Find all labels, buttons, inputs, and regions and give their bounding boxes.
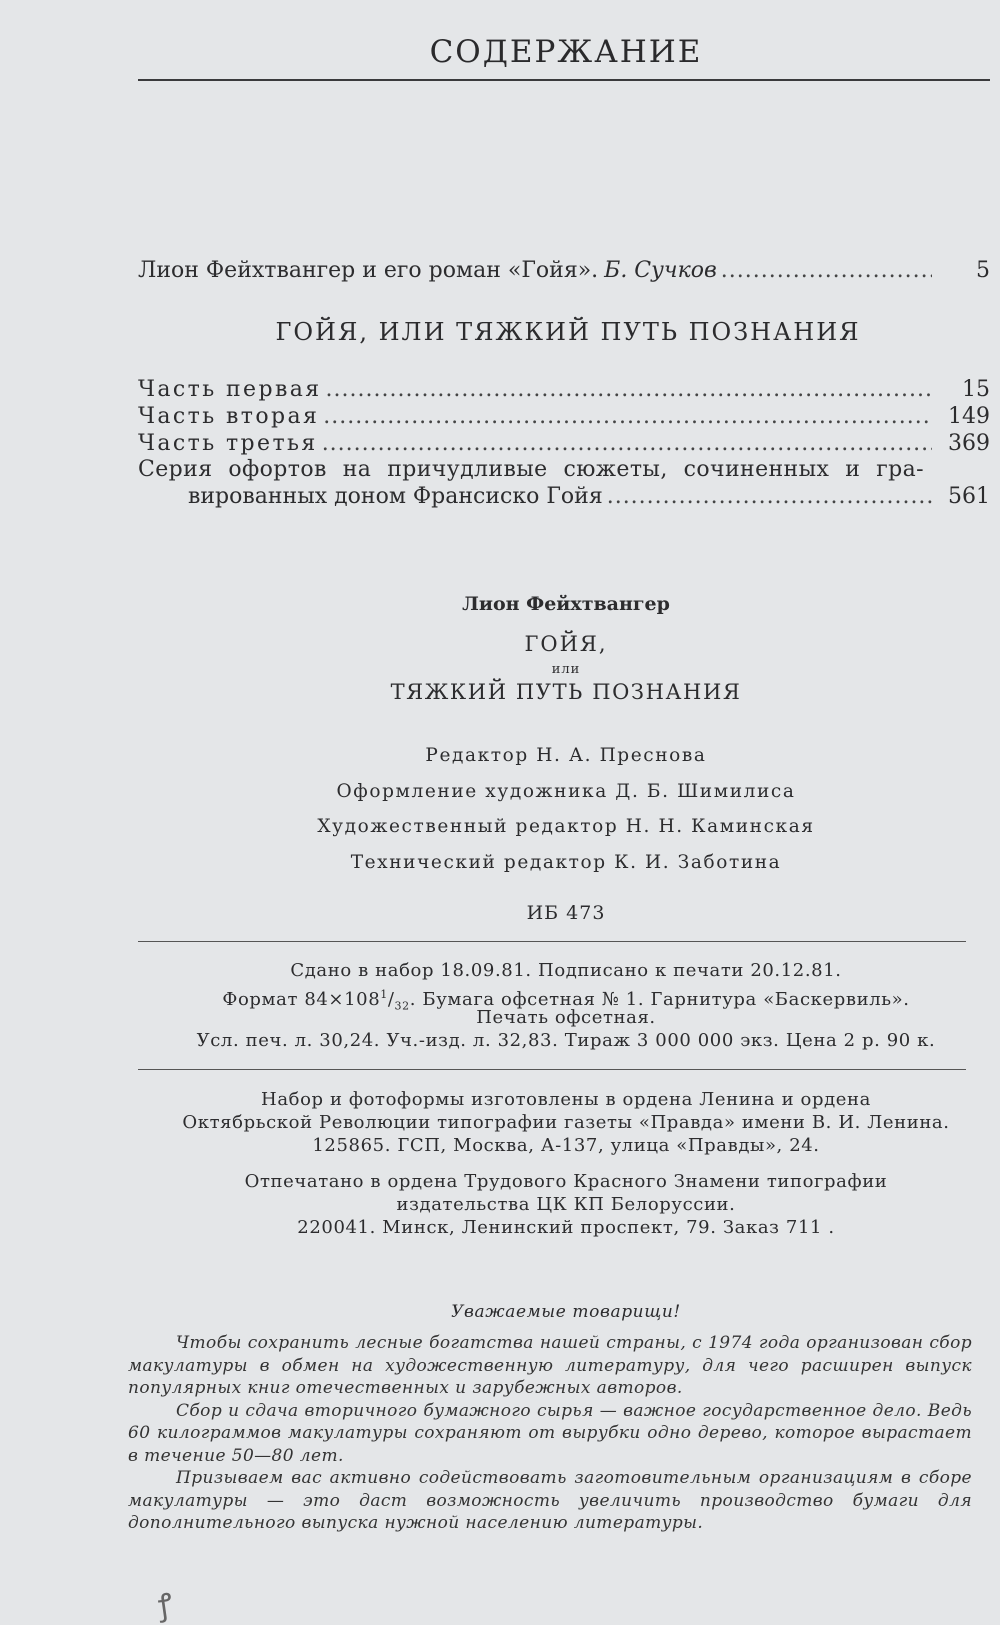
toc-entry-series-line1: Серия офортов на причудливые сюжеты, сочиненных и гра- bbox=[138, 457, 924, 482]
pencil-mark: ꝭ bbox=[155, 1587, 175, 1624]
imprint-typeset-1: Набор и фотоформы изготовлены в ордена Ленина и ордена bbox=[261, 1089, 871, 1110]
imprint-printed-2: издательства ЦК КП Белоруссии. bbox=[396, 1194, 736, 1215]
toc-entry-page: 149 bbox=[948, 404, 990, 429]
credit-tech-editor: Технический редактор К. И. Заботина bbox=[350, 852, 782, 873]
toc-entry-series bbox=[188, 484, 990, 509]
toc-entry-series-line2: вированных доном Франсиско Гойя bbox=[188, 484, 603, 509]
imprint-printed-address: 220041. Минск, Ленинский проспект, 79. Заказ 711 . bbox=[297, 1217, 835, 1238]
colophon-title-ili: или bbox=[551, 662, 581, 677]
imprint-format-suffix: . Бумага офсетная № 1. Гарнитура «Баскервиль». bbox=[409, 989, 910, 1010]
imprint-dates: Сдано в набор 18.09.81. Подписано к печати 20.12.81. bbox=[290, 960, 842, 981]
colophon-author: Лион Фейхтвангер bbox=[462, 593, 670, 615]
colophon-title-2: ТЯЖКИЙ ПУТЬ ПОЗНАНИЯ bbox=[390, 680, 742, 704]
appeal-paragraph-1: Чтобы сохранить лесные богатства нашей страны, с 1974 года организован сбор макулатуры в обмен на художественную литературу, для чего расширен выпуск популярных книг отечественных и зарубежных авторов. bbox=[128, 1333, 972, 1398]
imprint-printed-1: Отпечатано в ордена Трудового Красного Знамени типографии bbox=[244, 1171, 888, 1192]
credit-art-editor: Художественный редактор Н. Н. Каминская bbox=[317, 816, 815, 837]
imprint-typeset-2: Октябрьской Революции типографии газеты «Правда» имени В. И. Ленина. bbox=[182, 1112, 950, 1133]
appeal-title: Уважаемые товарищи! bbox=[451, 1302, 681, 1322]
toc-entry-part-2 bbox=[138, 404, 990, 429]
section-title: ГОЙЯ, ИЛИ ТЯЖКИЙ ПУТЬ ПОЗНАНИЯ bbox=[275, 318, 861, 346]
imprint-format-sub: 32 bbox=[394, 999, 410, 1013]
credit-editor: Редактор Н. А. Преснова bbox=[425, 745, 707, 766]
leader-dots bbox=[326, 377, 932, 402]
divider bbox=[138, 941, 966, 942]
appeal-paragraph-2: Сбор и сдача вторичного бумажного сырья — важное государственное дело. Ведь 60 килограммов макулатуры сохраняют от вырубки одно дерево, которое вырастает в течение 50—80 лет. bbox=[128, 1400, 972, 1466]
leader-dots bbox=[322, 431, 932, 456]
leader-dots bbox=[721, 258, 932, 283]
toc-entry-series-page: 561 bbox=[948, 484, 990, 509]
ib-number: ИБ 473 bbox=[526, 902, 606, 924]
toc-entry-intro-page: 5 bbox=[976, 258, 990, 283]
toc-entry-label: Часть первая bbox=[138, 377, 322, 402]
imprint-typeset-address: 125865. ГСП, Москва, А-137, улица «Правды», 24. bbox=[312, 1135, 820, 1156]
leader-dots bbox=[323, 404, 932, 429]
header-rule bbox=[138, 79, 990, 81]
toc-entry-part-3 bbox=[138, 431, 990, 456]
credit-designer: Оформление художника Д. Б. Шимилиса bbox=[336, 781, 796, 802]
toc-entry-intro-author: Б. Сучков bbox=[604, 258, 717, 283]
imprint-print: Печать офсетная. bbox=[476, 1007, 656, 1028]
appeal-text bbox=[128, 1332, 972, 1535]
imprint-specs: Усл. печ. л. 30,24. Уч.-изд. л. 32,83. Тираж 3 000 000 экз. Цена 2 р. 90 к. bbox=[196, 1030, 936, 1051]
divider bbox=[138, 1069, 966, 1070]
toc-entry-intro bbox=[138, 258, 990, 283]
colophon-title-1: ГОЙЯ, bbox=[524, 632, 608, 656]
toc-entry-intro-title: Лион Фейхтвангер и его роман «Гойя». bbox=[138, 258, 599, 283]
toc-entry-page: 369 bbox=[948, 431, 990, 456]
toc-entry-label: Часть третья bbox=[138, 431, 318, 456]
toc-entry-page: 15 bbox=[962, 377, 990, 402]
toc-entry-part-1 bbox=[138, 377, 990, 402]
imprint-format: Формат $84\times 108^1/_{32}$. Бумага офсетная № 1. Гарнитура «Баскервиль». bbox=[222, 988, 910, 1013]
imprint-format-prefix: Формат 84×108 bbox=[222, 989, 381, 1010]
appeal-paragraph-3: Призываем вас активно содействовать заготовительным организациям в сборе макулатуры — это даст возможность увеличить производство бумаги для дополнительного выпуска нужной населению литературы. bbox=[128, 1468, 972, 1533]
leader-dots bbox=[607, 484, 932, 509]
imprint-format-sup: 1 bbox=[380, 988, 388, 1001]
toc-entry-label: Часть вторая bbox=[138, 404, 320, 429]
page-title: СОДЕРЖАНИЕ bbox=[429, 34, 703, 70]
